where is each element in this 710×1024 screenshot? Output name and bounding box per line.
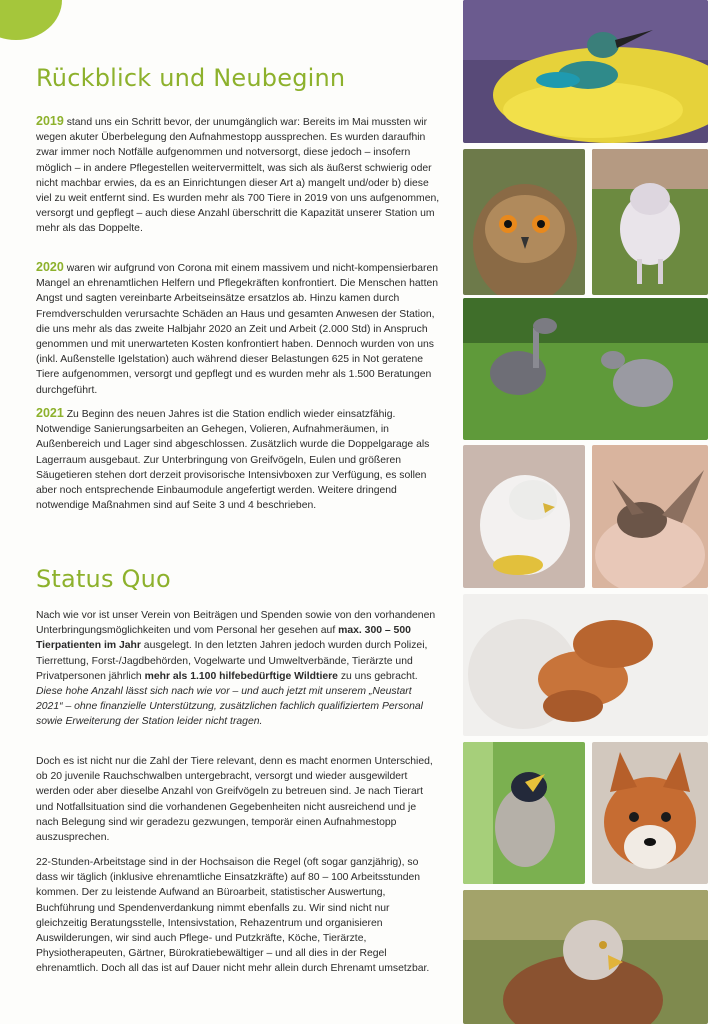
red-kite-photo [463, 890, 708, 1024]
section-title-review: Rückblick und Neubeginn [36, 64, 346, 92]
page-number-badge [0, 0, 62, 40]
italic-run: Diese hohe Anzahl lässt sich nach wie vor – und auch jetzt mit unserem „Neustart 2021“ – ohne finanzielle Unterstützung, zusätzlichen fachlich qualifiziertem Personal sowie Erweiterung der Station leider nicht tragen. [36, 686, 423, 728]
fox-cub-photo [592, 742, 708, 884]
bold-run: mehr als 1.100 hilfebedürftige Wildtiere [144, 670, 338, 682]
year-label: 2020 [36, 260, 64, 274]
paragraph-status-3: 22-Stunden-Arbeitstage sind in der Hochsaison die Regel (oft sogar ganzjährig), so dass wir täglich (inklusive ehrenamtliche Einsatzkräfte) auf 80 – 100 Arbeitsstunden kommen. Der zu leistende Aufwand an Büroarbeit, statistischer Auswertung, Buchführung und Spendenverdankung nimmt ebenfalls zu. Wir sind nicht nur gleichzeitig Beratungsstelle, Intensivstation, Rehazentrum und organisieren Auswilderungen, wir sind auch Pflege- und Putzkräfte, Köche, Tierärzte, Physiotherapeuten, Gärtner, Bürokratiebewältiger – und all dies in der Regel ehrenamtlich. Doch all das ist auf Dauer nicht mehr allein durch Ehrenamt umsetzbar. [36, 857, 430, 975]
paragraph-text: waren wir aufgrund von Corona mit einem massivem und nicht-kompensierbaren Mangel an ehrenamtlichen Helfern und Pflegekräften konfrontiert. Die Menschen hatten Angst und sagten vereinbarte Arbeitseinsätze ersatzlos ab. Hinzu kamen durch Fremdverschulden verursachte Schäden an Haus und gesamten Anwesen der Station, die uns mehr als das zweite Halbjahr 2020 an Zeit und Arbeit (2.000 Std) in Anspruch genommen und mit unerwarteten Kosten konfrontiert haben. Dennoch wurden von uns (inkl. Außenstelle Igelstation) auch während dieser Belastungen 625 in Not geratene Tiere aufgenommen, versorgt und gepflegt und es wurden mehr als 1.500 Beratungen durchgeführt. [36, 263, 439, 396]
paragraph-2021 [36, 406, 440, 513]
bold-run: max. 300 – 500 Tierpatienten im Jahr [36, 625, 411, 652]
baby-squirrels-photo [463, 594, 708, 736]
raptor-chick-photo [463, 445, 585, 588]
paragraph-status-2: Doch es ist nicht nur die Zahl der Tiere relevant, denn es macht enormen Unterschied, ob 20 juvenile Rauchschwalben untergebracht, versorgt und wieder ausgewildert werden oder aber dieselbe Anzahl von Greifvögeln zu betreuen sind. Je nach Tierart und Notfallsituation sind die vorhandenen Gegebenheiten nicht ausreichend und je nach Belegung sind wir geradezu gezwungen, temporär einen Aufnahmestopp auszusprechen. [36, 756, 433, 844]
photo-column [461, 0, 710, 1024]
text-run: zu uns gebracht. [337, 670, 418, 682]
paragraph-status-1 [36, 608, 440, 730]
text-run: Nach wie vor ist unser Verein von Beiträgen und Spenden sowie von den vorhandenen Unterbringungsmöglichkeiten und vom Personal her gesehen auf [36, 610, 436, 637]
paragraph-2020 [36, 260, 440, 398]
year-label: 2019 [36, 114, 64, 128]
paragraph-text: stand uns ein Schritt bevor, der unumgänglich war: Bereits im Mai mussten wir wegen akuter Überbelegung den Aufnahmestopp aussprechen. Es wurden daraufhin zwar immer noch Notfälle aufgenommen und notversorgt, diese jedoch – insofern möglich – in andere Pflegestellen weitervermittelt, was sich als äußerst schwierig oder nicht machbar erwies, da es an Einrichtungen dieser Art a) mangelt und/oder b) diese viel zu weit entfernt sind. Es wurden mehr als 700 Tiere in 2019 von uns aufgenommen, versorgt und gepflegt – auch diese Anzahl überschritt die Kapazität unserer Station um mehr als das Doppelte. [36, 117, 440, 235]
fledgling-bird-photo [463, 742, 585, 884]
owl-chick-photo [592, 149, 708, 295]
section-title-status: Status Quo [36, 565, 171, 593]
heron-chicks-photo [463, 298, 708, 440]
year-label: 2021 [36, 406, 64, 420]
paragraph-text: Zu Beginn des neuen Jahres ist die Station endlich wieder einsatzfähig. Notwendige Sanierungsarbeiten an Gehegen, Volieren, Aufnahmeräumen, in Außenbereich und Lager sind abgeschlossen. Zusätzlich wurde die Doppelgarage als Lagerraum ausgebaut. Zur Unterbringung von Greifvögeln, Eulen und größeren Säugetieren stehen dort derzeit provisorische Intensivboxen zur Verfügung, es sollen aber noch entsprechende Einbaumodule angefertigt werden. Weitere dringend notwendige Maßnahmen sind auf Seite 3 und 4 beschrieben. [36, 409, 430, 512]
bat-photo [592, 445, 708, 588]
eagle-owl-photo [463, 149, 585, 295]
text-run: ausgelegt. In den letzten Jahren jedoch wurden durch Polizei, Tierrettung, Forst-/Jagdbehörden, Vogelwarte und Umweltverbände, Tierärzte und Privatpersonen jährlich [36, 640, 428, 682]
kingfisher-photo [463, 0, 708, 143]
paragraph-2019 [36, 114, 440, 237]
